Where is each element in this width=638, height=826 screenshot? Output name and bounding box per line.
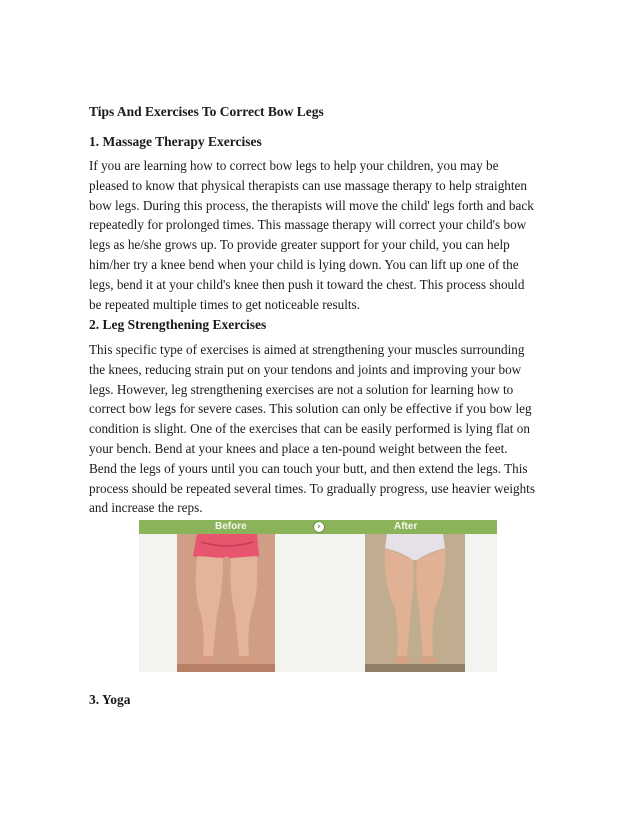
section-body-massage	[89, 156, 549, 314]
text-line: condition is slight. One of the exercises that can be easily performed is lying flat on	[89, 421, 530, 437]
text-line: process should be repeated several times. To gradually progress, use heavier weights	[89, 480, 535, 496]
text-line: legs, bend it at your child's knee then push it toward the chest. This process should	[89, 276, 525, 292]
text-line: him/her try a knee bend when your child is lying down. You can lift up one of the	[89, 256, 519, 272]
text-line: your bench. Bend at your knees and place a ten-pound weight between the feet.	[89, 440, 508, 456]
text-line: legs. However, leg strengthening exercises are not a solution for learning how to	[89, 381, 514, 397]
document-title: Tips And Exercises To Correct Bow Legs	[89, 104, 324, 119]
text-line: Bend the legs of yours until you can touch your butt, and then extend the legs. This	[89, 460, 528, 476]
text-line: be repeated multiple times to get noticeable results.	[89, 296, 360, 312]
text-line: If you are learning how to correct bow legs to help your children, you may be	[89, 158, 499, 173]
text-line: the knees, reducing strain put on your tendons and joints and improving your bow	[89, 361, 522, 377]
after-photo	[365, 534, 465, 672]
after-label: After	[394, 521, 418, 532]
text-line: repeatedly for prolonged times. This massage therapy will correct your child's bow	[89, 217, 527, 233]
section-body-strengthening	[89, 340, 549, 518]
text-line: pleased to know that physical therapists can use massage therapy to help straighten	[89, 177, 527, 193]
before-label: Before	[215, 521, 247, 532]
before-photo	[177, 534, 275, 672]
section-heading-yoga: 3. Yoga	[89, 692, 131, 707]
section-heading-strengthening: 2. Leg Strengthening Exercises	[89, 317, 267, 332]
text-line: correct bow legs for severe cases. This solution can only be effective if you bow leg	[89, 401, 532, 417]
section-heading-massage: 1. Massage Therapy Exercises	[89, 134, 262, 149]
text-line: legs as he/she grows up. To provide greater support for your child, you can help	[89, 237, 510, 253]
chevron-right-icon: ›	[313, 521, 325, 533]
text-line: bow legs. During this process, the therapists will move the child' legs forth and back	[89, 197, 534, 213]
text-line: and increase the reps.	[89, 500, 203, 516]
before-after-figure	[139, 520, 497, 672]
figure-header-bar	[139, 520, 497, 534]
text-line: This specific type of exercises is aimed at strengthening your muscles surrounding	[89, 342, 525, 357]
